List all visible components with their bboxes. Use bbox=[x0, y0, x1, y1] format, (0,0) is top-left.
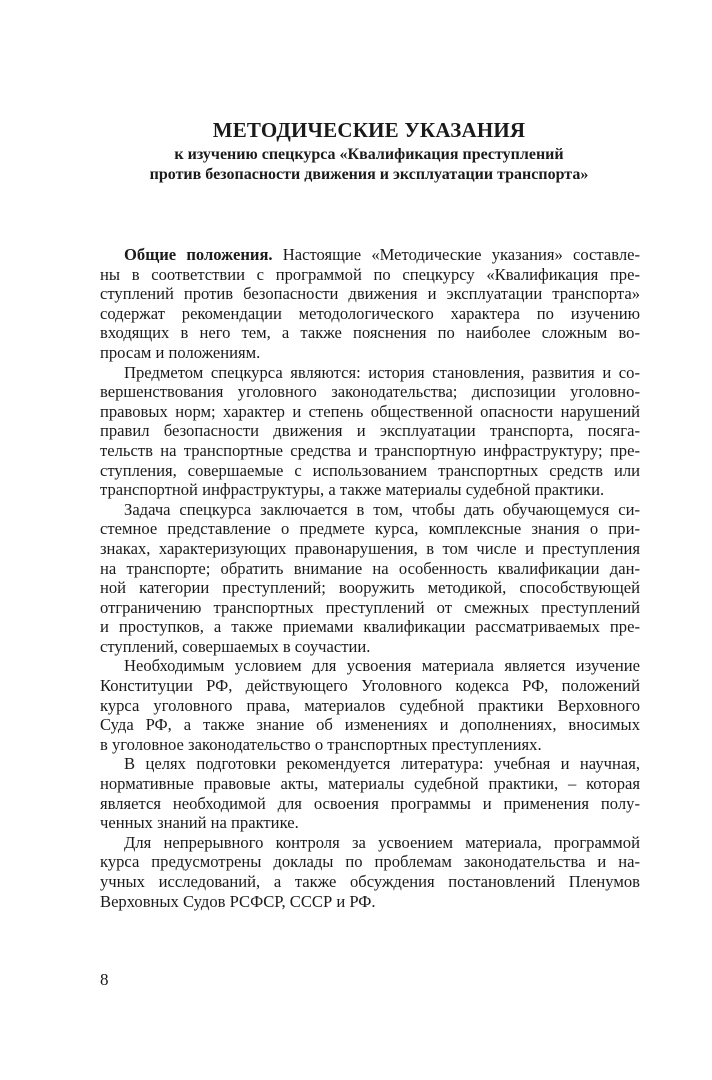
text-line: транспортной инфраструктуры, а также материалы судебной практики. bbox=[100, 480, 605, 500]
section-title: МЕТОДИЧЕСКИЕ УКАЗАНИЯ bbox=[212, 118, 526, 142]
text-line: ступлений, совершаемых в соучастии. bbox=[100, 636, 371, 656]
text-line: ной категории преступлений; вооружить методикой, способствующей bbox=[100, 578, 640, 598]
text-line: стемное представление о предмете курса, комплексные знания о при- bbox=[100, 519, 640, 539]
text-line: правовых норм; характер и степень общественной опасности нарушений bbox=[100, 401, 640, 421]
text-line: Суда РФ, а также знание об изменениях и дополнениях, вносимых bbox=[100, 715, 640, 735]
page-number: 8 bbox=[100, 970, 109, 989]
paragraph-literature bbox=[100, 754, 640, 832]
text-line: в уголовное законодательство о транспортных преступлениях. bbox=[100, 734, 542, 754]
text-line bbox=[100, 245, 640, 265]
text-line: ны в соответствии с программой по спецкурсу «Квалификация пре- bbox=[100, 264, 640, 284]
text-line: ченных знаний на практике. bbox=[100, 813, 299, 833]
text-line: просам и положениям. bbox=[100, 342, 261, 362]
text-line: знаках, характеризующих правонарушения, в том числе и преступления bbox=[100, 538, 640, 558]
text-line: нормативные правовые акты, материалы судебной практики, – которая bbox=[100, 774, 640, 794]
text-line: Для непрерывного контроля за усвоением материала, программой bbox=[124, 832, 640, 852]
text-line: на транспорте; обратить внимание на особенность квалификации дан- bbox=[100, 558, 640, 578]
paragraph-task bbox=[100, 500, 640, 657]
text-line: Предметом спецкурса являются: история становления, развития и со- bbox=[124, 362, 640, 382]
text-line: Необходимым условием для усвоения материала является изучение bbox=[124, 656, 640, 676]
text-line: ступлений против безопасности движения и эксплуатации транспорта» bbox=[100, 284, 640, 304]
text-line: курса предусмотрены доклады по проблемам законодательства и на- bbox=[100, 852, 640, 872]
text-line: В целях подготовки рекомендуется литература: учебная и научная, bbox=[124, 754, 640, 774]
text-line: тельств на транспортные средства и транспортную инфраструктуру; пре- bbox=[100, 440, 640, 460]
text-line: правил безопасности движения и эксплуатации транспорта, посяга- bbox=[100, 421, 640, 441]
text-line: курса уголовного права, материалов судебной практики Верховного bbox=[100, 695, 640, 715]
text-line: ступления, совершаемые с использованием транспортных средств или bbox=[100, 460, 640, 480]
text-line: учных исследований, а также обсуждения постановлений Пленумов bbox=[100, 872, 640, 891]
body-text bbox=[100, 245, 640, 911]
text-line: Верховных Судов РСФСР, СССР и РФ. bbox=[100, 891, 376, 911]
text-line: Задача спецкурса заключается в том, чтобы дать обучающемуся си- bbox=[124, 499, 640, 519]
text-fragment: Настоящие «Методические указания» составле- bbox=[272, 245, 641, 264]
paragraph-control bbox=[100, 833, 640, 911]
text-line: Конституции РФ, действующего Уголовного кодекса РФ, положений bbox=[100, 676, 640, 696]
subtitle-line: против безопасности движения и эксплуатации транспорта» bbox=[149, 166, 589, 183]
section-subtitle bbox=[80, 145, 658, 185]
paragraph-subject bbox=[100, 363, 640, 500]
subtitle-line: к изучению спецкурса «Квалификация преступлений bbox=[174, 146, 564, 163]
paragraph-general-provisions bbox=[100, 245, 640, 363]
paragraph-lead: Общие положения. bbox=[124, 245, 273, 264]
text-line: является необходимой для освоения программы и применения полу- bbox=[100, 793, 640, 813]
text-line: входящих в него тем, а также пояснения по наиболее сложным во- bbox=[100, 323, 640, 343]
text-line: отграничению транспортных преступлений от смежных преступлений bbox=[100, 597, 640, 617]
paragraph-conditions bbox=[100, 656, 640, 754]
text-line: и проступков, а также приемами квалификации рассматриваемых пре- bbox=[100, 617, 640, 637]
text-line: содержат рекомендации методологического характера по изучению bbox=[100, 303, 640, 323]
text-line: вершенствования уголовного законодательства; диспозиции уголовно- bbox=[100, 382, 640, 402]
